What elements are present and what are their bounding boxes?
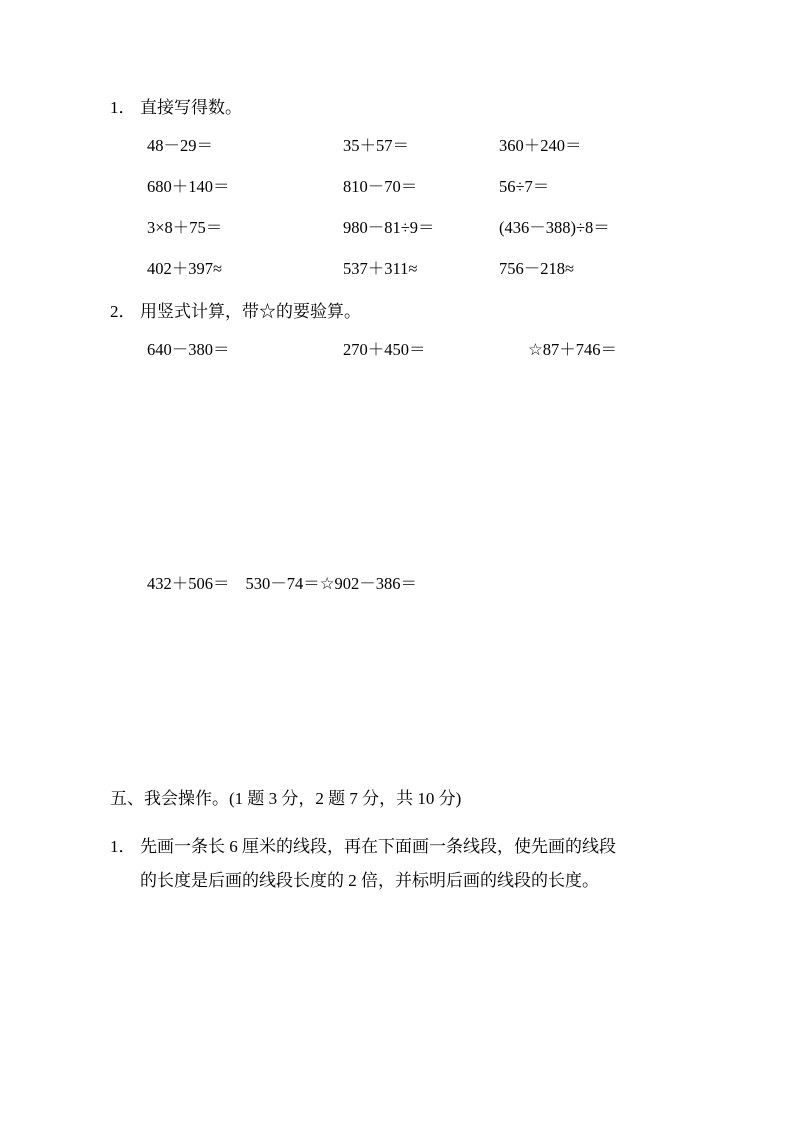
expression: 360＋240＝ xyxy=(499,136,582,155)
expression: 810－70＝ xyxy=(343,177,418,196)
question-2-heading xyxy=(110,299,700,325)
expression: 756－218≈ xyxy=(499,259,575,278)
expression: 640－380＝ xyxy=(147,340,230,359)
expression: 35＋57＝ xyxy=(343,136,409,155)
section-five-item-1 xyxy=(110,830,700,898)
question-1 xyxy=(110,95,700,280)
expression: ☆902－386＝ xyxy=(319,574,418,593)
expression: 530－74＝ xyxy=(245,574,320,593)
item-number: 1． xyxy=(110,837,136,856)
question-1-row-2 xyxy=(110,176,700,198)
question-2-number: 2． xyxy=(110,302,136,321)
question-1-row-3 xyxy=(110,217,700,239)
question-1-row-1 xyxy=(110,135,700,157)
expression: 980－81÷9＝ xyxy=(343,218,435,237)
expression: 537＋311≈ xyxy=(343,259,418,278)
expression: 56÷7＝ xyxy=(499,177,550,196)
question-2-title: 用竖式计算，带☆的要验算。 xyxy=(140,302,361,321)
expression: (436－388)÷8＝ xyxy=(499,218,610,237)
expression: 48－29＝ xyxy=(147,136,213,155)
expression: 432＋506＝ xyxy=(147,574,230,593)
expression: 680＋140＝ xyxy=(147,177,230,196)
question-2-row-b xyxy=(110,570,700,594)
section-five-heading: 五、我会操作。(1 题 3 分，2 题 7 分，共 10 分) xyxy=(110,789,462,808)
question-1-row-4 xyxy=(110,258,700,280)
question-1-title: 直接写得数。 xyxy=(140,98,242,117)
section-five xyxy=(110,784,700,898)
question-2-row-a xyxy=(110,339,700,361)
item-text-line-1: 先画一条长 6 厘米的线段，再在下面画一条线段，使先画的线段 xyxy=(140,837,616,856)
item-line-1 xyxy=(110,830,700,864)
question-2 xyxy=(110,299,700,784)
item-line-2: 的长度是后画的线段长度的 2 倍，并标明后画的线段的长度。 xyxy=(140,871,599,890)
worksheet-content xyxy=(110,95,700,898)
expression: ☆87＋746＝ xyxy=(528,340,618,359)
expression: 3×8＋75＝ xyxy=(147,218,223,237)
expression: 270＋450＝ xyxy=(343,340,426,359)
question-1-heading xyxy=(110,95,700,121)
expression: 402＋397≈ xyxy=(147,259,223,278)
work-space-a xyxy=(110,380,700,570)
question-1-number: 1． xyxy=(110,98,136,117)
work-space-b xyxy=(110,594,700,784)
